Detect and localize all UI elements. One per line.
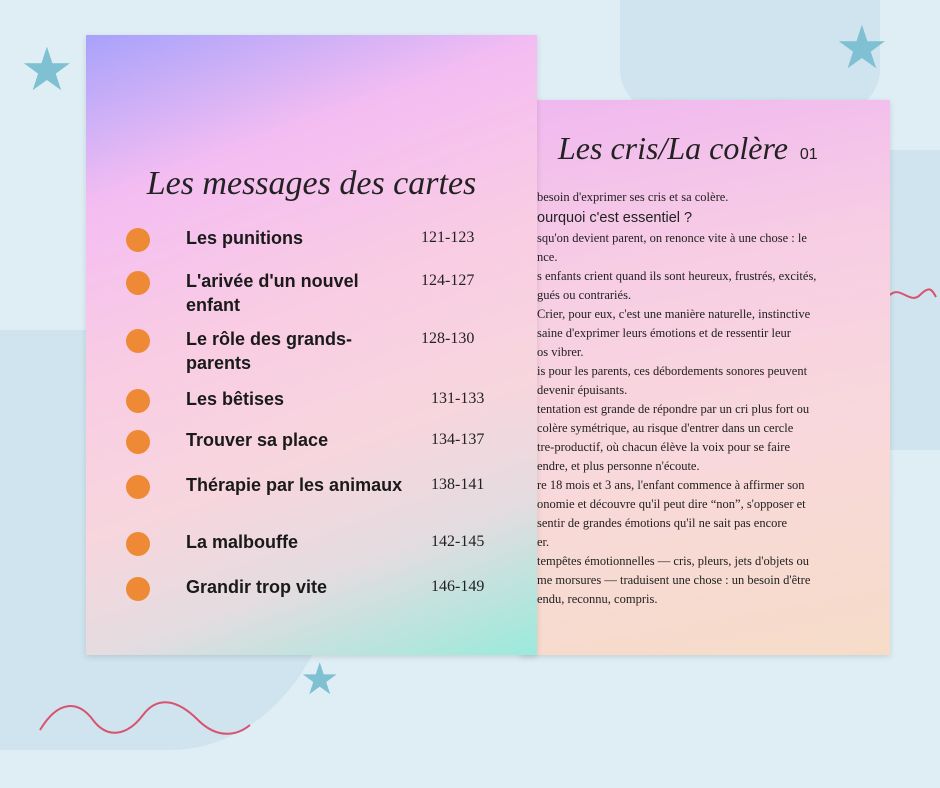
bullet-dot — [126, 389, 150, 413]
toc-pages: 134-137 — [431, 431, 485, 448]
text-line: colère symétrique, au risque d'entrer dans un cercle — [537, 421, 794, 435]
star-icon: ★ — [20, 36, 74, 103]
bullet-dot — [126, 228, 150, 252]
text-line: sentir de grandes émotions qu'il ne sait pas encore — [537, 516, 788, 530]
bullet-dot — [126, 475, 150, 499]
text-line: endre, et plus personne n'écoute. — [537, 459, 700, 473]
text-line: onomie et découvre qu'il peut dire “non”, s'opposer et — [537, 497, 806, 511]
toc-pages: 131-133 — [431, 390, 485, 407]
toc-pages: 128-130 — [421, 330, 475, 347]
content-page — [520, 100, 890, 655]
text-line: endu, reconnu, compris. — [537, 592, 658, 606]
toc-label: Les punitions — [186, 228, 303, 248]
text-line: tempêtes émotionnelles — cris, pleurs, jets d'objets ou — [537, 554, 809, 568]
page-title: Les cris/La colère — [558, 130, 788, 166]
subheading: ourquoi c'est essentiel ? — [537, 210, 693, 226]
star-icon: ★ — [835, 14, 889, 81]
page-number: 01 — [799, 146, 818, 163]
bullet-dot — [126, 532, 150, 556]
body-text — [537, 188, 877, 609]
text-line: me morsures — traduisent une chose : un besoin d'être — [537, 573, 811, 587]
text-line: nce. — [537, 250, 558, 264]
toc-label: L'arivée d'un nouvel enfant — [186, 271, 359, 315]
text-line: tentation est grande de répondre par un cri plus fort ou — [537, 402, 810, 416]
toc-label: Les bêtises — [186, 389, 285, 409]
toc-label: Thérapie par les animaux — [186, 475, 403, 495]
text-line: s enfants crient quand ils sont heureux, frustrés, excités, — [537, 269, 817, 283]
table-of-contents-page — [86, 35, 537, 655]
toc-label: Grandir trop vite — [186, 577, 328, 597]
toc-pages: 146-149 — [431, 578, 485, 595]
bullet-dot — [126, 329, 150, 353]
text-line: os vibrer. — [537, 345, 584, 359]
toc-pages: 121-123 — [421, 229, 475, 246]
star-icon: ★ — [300, 655, 340, 704]
text-line: er. — [537, 535, 550, 549]
toc-label: Le rôle des grands-parents — [186, 329, 353, 373]
page-title: Les messages des cartes — [146, 165, 477, 202]
text-line: squ'on devient parent, on renonce vite à une chose : le — [537, 231, 807, 245]
toc-pages: 124-127 — [421, 272, 475, 289]
text-line: Crier, pour eux, c'est une manière naturelle, instinctive — [537, 307, 811, 321]
squiggle-decoration — [38, 700, 253, 740]
text-line: besoin d'exprimer ses cris et sa colère. — [537, 190, 729, 204]
toc-pages: 142-145 — [431, 533, 485, 550]
bullet-dot — [126, 430, 150, 454]
squiggle-decoration — [888, 285, 938, 310]
toc-label: La malbouffe — [186, 532, 299, 552]
text-line: gués ou contrariés. — [537, 288, 632, 302]
bullet-dot — [126, 271, 150, 295]
text-line: is pour les parents, ces débordements sonores peuvent — [537, 364, 808, 378]
text-line: saine d'exprimer leurs émotions et de ressentir leur — [537, 326, 791, 340]
text-line: re 18 mois et 3 ans, l'enfant commence à affirmer son — [537, 478, 805, 492]
text-line: tre-productif, où chacun élève la voix pour se faire — [537, 440, 791, 454]
text-line: devenir épuisants. — [537, 383, 628, 397]
toc-pages: 138-141 — [431, 476, 485, 493]
toc-label: Trouver sa place — [186, 430, 329, 450]
bullet-dot — [126, 577, 150, 601]
